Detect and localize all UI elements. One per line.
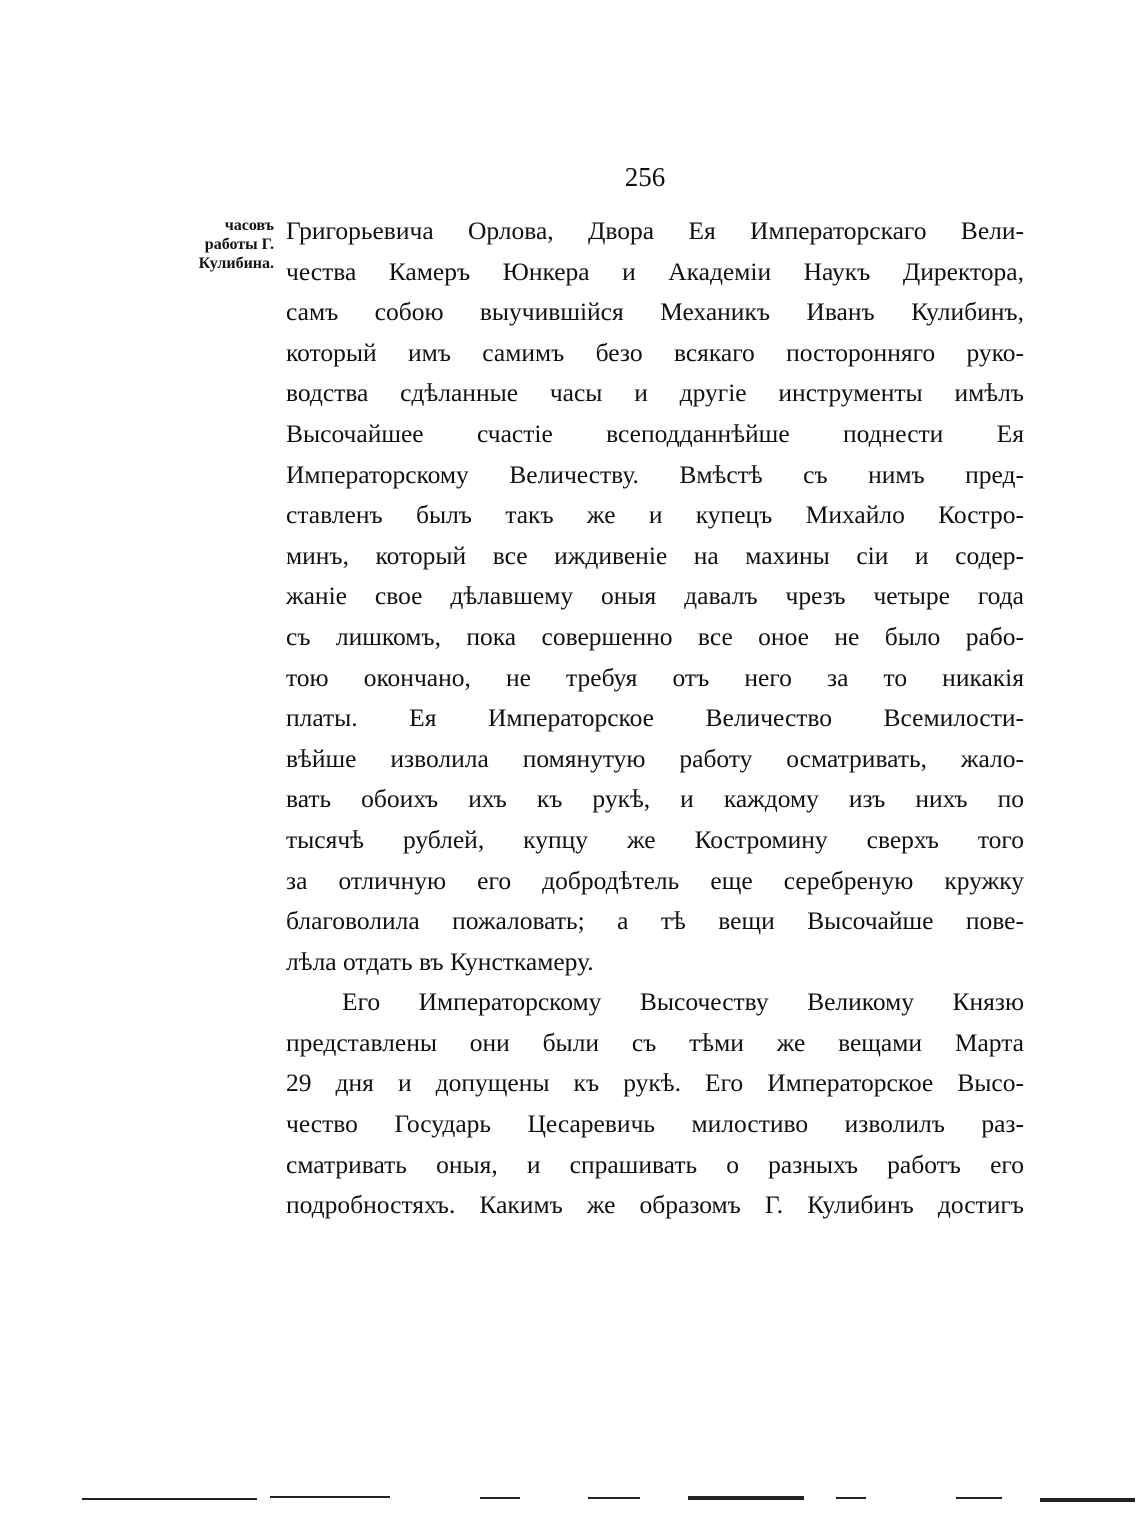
footer-rules [0,1492,1140,1508]
text-line: Высочайшее счастiе всеподданнѣйше поднести Ея [286,418,1024,448]
margin-note [150,216,274,273]
text-line: благоволила пожаловать; а тѣ вещи Высочайше пове- [286,906,1024,936]
footer-rule [956,1497,1002,1499]
text-line: ставленъ былъ такъ же и купецъ Михайло Костро- [286,500,1024,530]
text-line: 29 дня и допущены къ рукѣ. Его Императорское Высо- [286,1068,1024,1098]
footer-rule [688,1496,804,1500]
text-line: который имъ самимъ безо всякаго посторонняго руко- [286,337,1024,367]
text-line: тысячѣ рублей, купцу же Костромину сверхъ того [286,824,1024,854]
footer-rule [588,1497,640,1499]
text-line: тою окончано, не требуя отъ него за то никакiя [286,662,1024,692]
text-line: чества Камеръ Юнкера и Академiи Наукъ Директора, [286,256,1024,286]
footer-rule [836,1497,866,1499]
margin-note-line: Кулибина. [198,255,274,272]
text-line: Императорскому Величеству. Вмѣстѣ съ нимъ пред- [286,459,1024,489]
text-line: вѣйше изволила помянутую работу осматривать, жало- [286,743,1024,773]
margin-note-line: часовъ [224,217,274,234]
margin-note-line: работы Г. [204,236,274,253]
footer-rule [480,1497,520,1499]
text-line: за отличную его добродѣтель еще серебреную кружку [286,865,1024,895]
text-line: Григорьевича Орлова, Двора Ея Императорскаго Вели- [286,216,1024,245]
text-line: сматривать оныя, и спрашивать о разныхъ работъ его [286,1149,1024,1179]
text-line: самъ собою выучившiйся Механикъ Иванъ Кулибинъ, [286,297,1024,327]
text-line: чество Государь Цесаревичь милостиво изволилъ раз- [286,1109,1024,1139]
text-line: минъ, который все иждивенiе на махины сiи и содер- [286,540,1024,570]
text-line: подробностяхъ. Какимъ же образомъ Г. Кулибинъ достигъ [286,1190,1024,1220]
text-line: съ лишкомъ, пока совершенно все оное не было рабо- [286,621,1024,651]
text-line: жанiе свое дѣлавшему оныя давалъ чрезъ четыре года [286,581,1024,611]
footer-rule [1040,1498,1135,1502]
paragraph [286,211,1024,982]
page-number: 256 [624,162,666,192]
paragraph [286,982,1024,1226]
footer-rule [270,1496,390,1498]
text-line: платы. Ея Императорское Величество Всемилости- [286,703,1024,733]
footer-rule [82,1498,257,1500]
text-line: Его Императорскому Высочеству Великому Князю [342,987,1024,1017]
body-text [286,211,1024,1226]
text-line: водства сдѣланные часы и другiе инструменты имѣлъ [286,378,1024,408]
text-line: вать обоихъ ихъ къ рукѣ, и каждому изъ нихъ по [286,784,1024,814]
text-line: представлены они были съ тѣми же вещами Марта [286,1027,1024,1057]
text-line: лѣла отдать въ Кунсткамеру. [286,946,594,976]
